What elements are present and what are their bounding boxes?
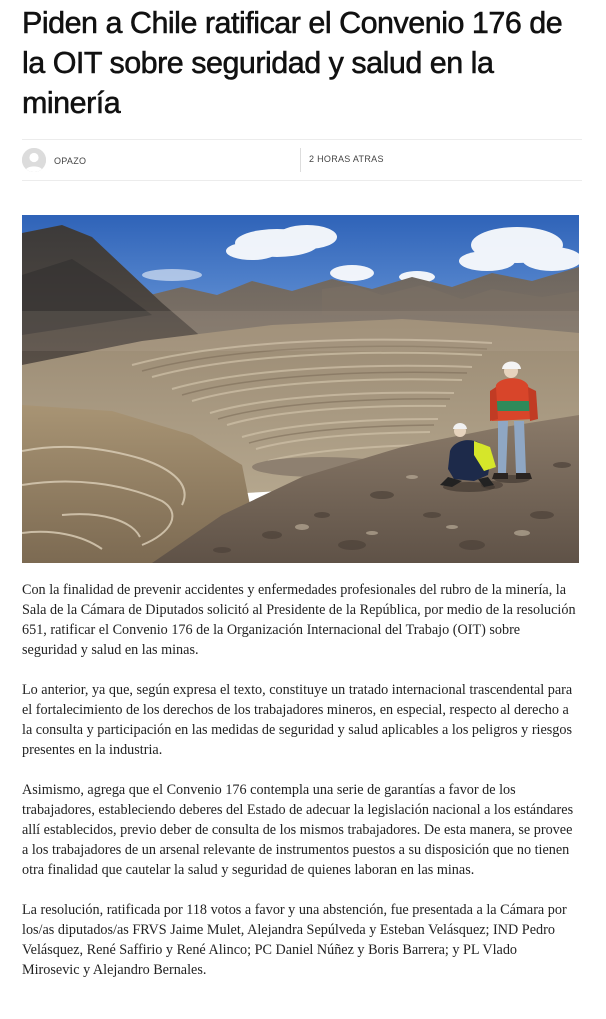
article-paragraph: Con la finalidad de prevenir accidentes y enfermedades profesionales del rubro de la minería, la Sala de la Cámara de Diputados solicitó al Presidente de la República, por medio de la resolución 651, ratificar el Convenio 176 de la Organización Internacional del Trabajo (OIT) sobre seguridad y salud en las minas. xyxy=(22,582,576,658)
article-meta xyxy=(22,139,582,181)
publish-time: 2 HORAS ATRAS xyxy=(309,154,384,164)
author-name[interactable]: OPAZO xyxy=(54,156,87,166)
user-avatar-icon[interactable] xyxy=(22,148,46,172)
article-paragraph: Lo anterior, ya que, según expresa el texto, constituye un tratado internacional trascendental para el fortalecimiento de los derechos de los trabajadores mineros, en especial, respecto al derecho a la consulta y participación en las medidas de seguridad y salud aplicables a los peligros y riesgos presentes en la industria. xyxy=(22,682,573,758)
news-article xyxy=(22,0,582,1000)
mine-photo xyxy=(22,215,579,563)
article-paragraph: Asimismo, agrega que el Convenio 176 contempla una serie de garantías a favor de los trabajadores, estableciendo deberes del Estado de adecuar la legislación nacional a los estándares allí establecidos, previo deber de consulta de los mismos trabajadores. De esta manera, se provee a los trabajadores de un arsenal relevante de instrumentos puestos a su disposición que no tienen otra finalidad que cautelar la salud y seguridad de quienes laboran en las minas. xyxy=(22,782,574,878)
article-body xyxy=(22,580,578,980)
article-headline: Piden a Chile ratificar el Convenio 176 de la OIT sobre seguridad y salud en la minería xyxy=(22,6,563,120)
article-paragraph: La resolución, ratificada por 118 votos a favor y una abstención, fue presentada a la Cámara por los/as diputados/as FRVS Jaime Mulet, Alejandra Sepúlveda y Esteban Velásquez; IND Pedro Velásquez, René Saffirio y René Alinco; PC Daniel Núñez y Boris Barrera; y PL Vlado Mirosevic y Alejandro Bernales. xyxy=(22,902,567,978)
meta-divider xyxy=(300,148,301,172)
